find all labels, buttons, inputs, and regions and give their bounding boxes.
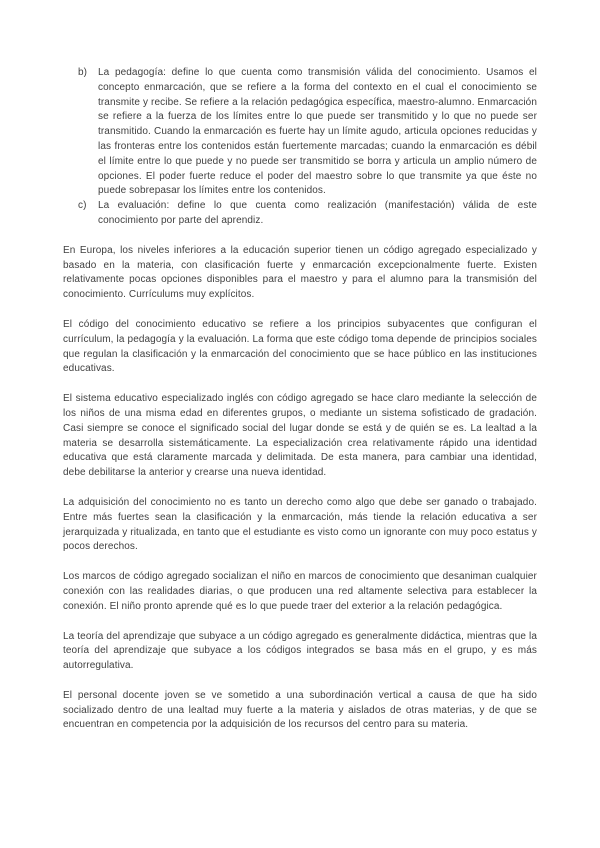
paragraph-teoria-aprendizaje: La teoría del aprendizaje que subyace a un código agregado es generalmente didáctica, mientras que la teoría del aprendizaje que subyace a los códigos integrados se basa más en el grupo, y es más autorregulativa. xyxy=(63,630,537,672)
list-item-marker: c) xyxy=(78,200,87,212)
paragraph-europa: En Europa, los niveles inferiores a la educación superior tienen un código agregado especializado y basado en la materia, con clasificación fuerte y enmarcación excepcionalmente fuerte. Existen relativamente pocas opciones disponibles para el maestro y para el alumno para la transmisión del conocimiento. Currículums muy explícitos. xyxy=(63,244,537,301)
list-item-text: La evaluación: define lo que cuenta como realización (manifestación) válida de este conocimiento por parte del aprendiz. xyxy=(98,200,537,226)
list-item-pedagogia xyxy=(78,66,537,199)
list-item-text: La pedagogía: define lo que cuenta como transmisión válida del conocimiento. Usamos el concepto enmarcación, que se refiere a la forma del contexto en el cual el conocimiento se transmite y recibe. Se refiere a la relación pedagógica específica, maestro-alumno. Enmarcación se refiere a la fuerza de los límites entre lo que puede ser transmitido y lo que no puede ser transmitido. Cuando la enmarcación es fuerte hay un límite agudo, articula opciones reducidas y las fronteras entre los contenidos están fuertemente marcadas; cuando la enmarcación es débil el límite entre lo que puede y no puede ser transmitido se borra y articula un amplio número de opciones. El poder fuerte reduce el poder del maestro sobre lo que transmite ya que éste no puede sobrepasar los límites entre los contenidos. xyxy=(98,67,537,197)
paragraph-sistema-ingles: El sistema educativo especializado inglés con código agregado se hace claro mediante la selección de los niños de una misma edad en diferentes grupos, o mediante un sistema sofisticado de gradación. Casi siempre se conoce el significado social del lugar donde se está y de quién se es. La lealtad a la materia se desarrolla sistemáticamente. La especialización crea relativamente rápido una identidad educativa que está claramente marcada y delimitada. De esta manera, para cambiar una identidad, debe debilitarse la anterior y crearse una nueva identidad. xyxy=(63,393,537,479)
list-item-evaluacion xyxy=(78,199,537,229)
paragraph-marcos-codigo: Los marcos de código agregado socializan el niño en marcos de conocimiento que desaniman cualquier conexión con las realidades diarias, o que producen una red altamente selectiva para establecer la conexión. El niño pronto aprende qué es lo que puede traer del exterior a la relación pedagógica. xyxy=(63,571,537,612)
list-item-marker: b) xyxy=(78,67,88,78)
paragraph-codigo-conocimiento: El código del conocimiento educativo se refiere a los principios subyacentes que configuran el currículum, la pedagogía y la evaluación. La forma que este código toma depende de principios sociales que regulan la clasificación y la enmarcación del conocimiento que se hace público en las instituciones educativas. xyxy=(63,318,537,375)
document-body xyxy=(63,66,537,733)
lettered-list xyxy=(78,66,537,229)
paragraph-personal-docente: El personal docente joven se ve sometido a una subordinación vertical a causa de que ha sido socializado dentro de una lealtad muy fuerte a la materia y aislados de otras materias, y de que se encuentran en competencia por la adquisición de los recursos del centro para su materia. xyxy=(63,689,537,731)
paragraph-adquisicion: La adquisición del conocimiento no es tanto un derecho como algo que debe ser ganado o trabajado. Entre más fuertes sean la clasificación y la enmarcación, más tiende la relación educativa a ser jerarquizada y ritualizada, en tanto que el estudiante es visto como un ignorante con muy poco estatus y pocos derechos. xyxy=(63,496,537,553)
